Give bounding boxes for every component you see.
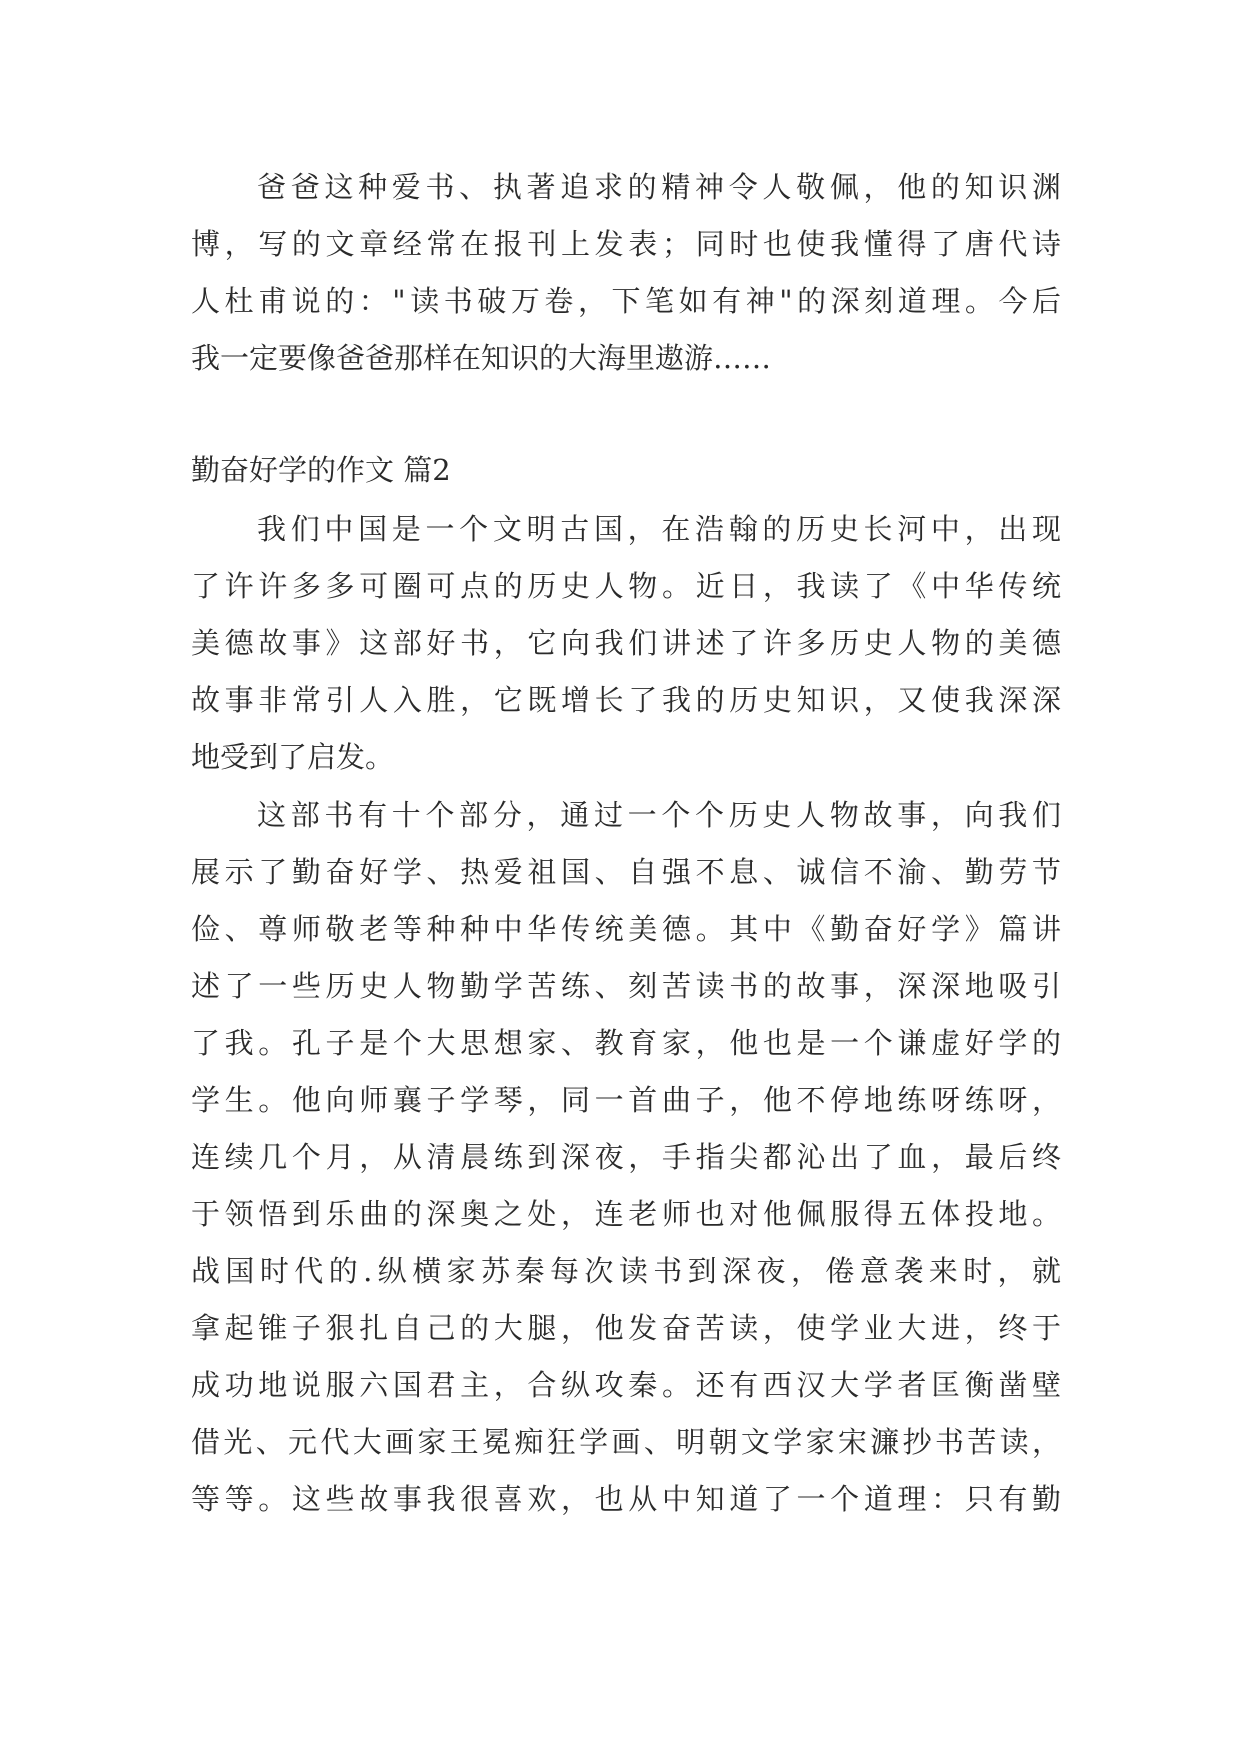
paragraph-3-line-8: 于领悟到乐曲的深奥之处，连老师也对他佩服得五体投地。 [191,1197,1061,1231]
section-heading: 勤奋好学的作文 篇2 [191,453,451,487]
paragraph-1-line-2: 博，写的文章经常在报刊上发表；同时也使我懂得了唐代诗 [191,227,1061,261]
paragraph-1-line-4: 我一定要像爸爸那样在知识的大海里遨游…… [191,341,772,375]
paragraph-3-line-6: 学生。他向师襄子学琴，同一首曲子，他不停地练呀练呀， [191,1083,1061,1117]
paragraph-2-line-4: 故事非常引人入胜，它既增长了我的历史知识，又使我深深 [191,683,1061,717]
paragraph-3-line-13: 等等。这些故事我很喜欢，也从中知道了一个道理：只有勤 [191,1482,1061,1516]
paragraph-3-line-10: 拿起锥子狠扎自己的大腿，他发奋苦读，使学业大进，终于 [191,1311,1061,1345]
paragraph-2-line-1: 我们中国是一个文明古国，在浩翰的历史长河中，出现 [257,512,1061,546]
paragraph-3-line-1: 这部书有十个部分，通过一个个历史人物故事，向我们 [257,798,1061,832]
paragraph-2-line-3: 美德故事》这部好书，它向我们讲述了许多历史人物的美德 [191,626,1061,660]
paragraph-3-line-2: 展示了勤奋好学、热爱祖国、自强不息、诚信不渝、勤劳节 [191,855,1061,889]
paragraph-3-line-5: 了我。孔子是个大思想家、教育家，他也是一个谦虚好学的 [191,1026,1061,1060]
paragraph-3-line-4: 述了一些历史人物勤学苦练、刻苦读书的故事，深深地吸引 [191,969,1061,1003]
paragraph-3-line-11: 成功地说服六国君主，合纵攻秦。还有西汉大学者匡衡凿壁 [191,1368,1061,1402]
paragraph-3-line-7: 连续几个月，从清晨练到深夜，手指尖都沁出了血，最后终 [191,1140,1061,1174]
paragraph-3-line-3: 俭、尊师敬老等种种中华传统美德。其中《勤奋好学》篇讲 [191,912,1061,946]
paragraph-3-line-9: 战国时代的.纵横家苏秦每次读书到深夜，倦意袭来时，就 [191,1254,1061,1288]
paragraph-2-line-5: 地受到了启发。 [191,740,395,774]
paragraph-1-line-3: 人杜甫说的："读书破万卷，下笔如有神"的深刻道理。今后 [191,284,1061,318]
paragraph-3-line-12: 借光、元代大画家王冕痴狂学画、明朝文学家宋濂抄书苦读， [191,1425,1061,1459]
paragraph-2-line-2: 了许许多多可圈可点的历史人物。近日，我读了《中华传统 [191,569,1061,603]
paragraph-1-line-1: 爸爸这种爱书、执著追求的精神令人敬佩，他的知识渊 [257,170,1061,204]
